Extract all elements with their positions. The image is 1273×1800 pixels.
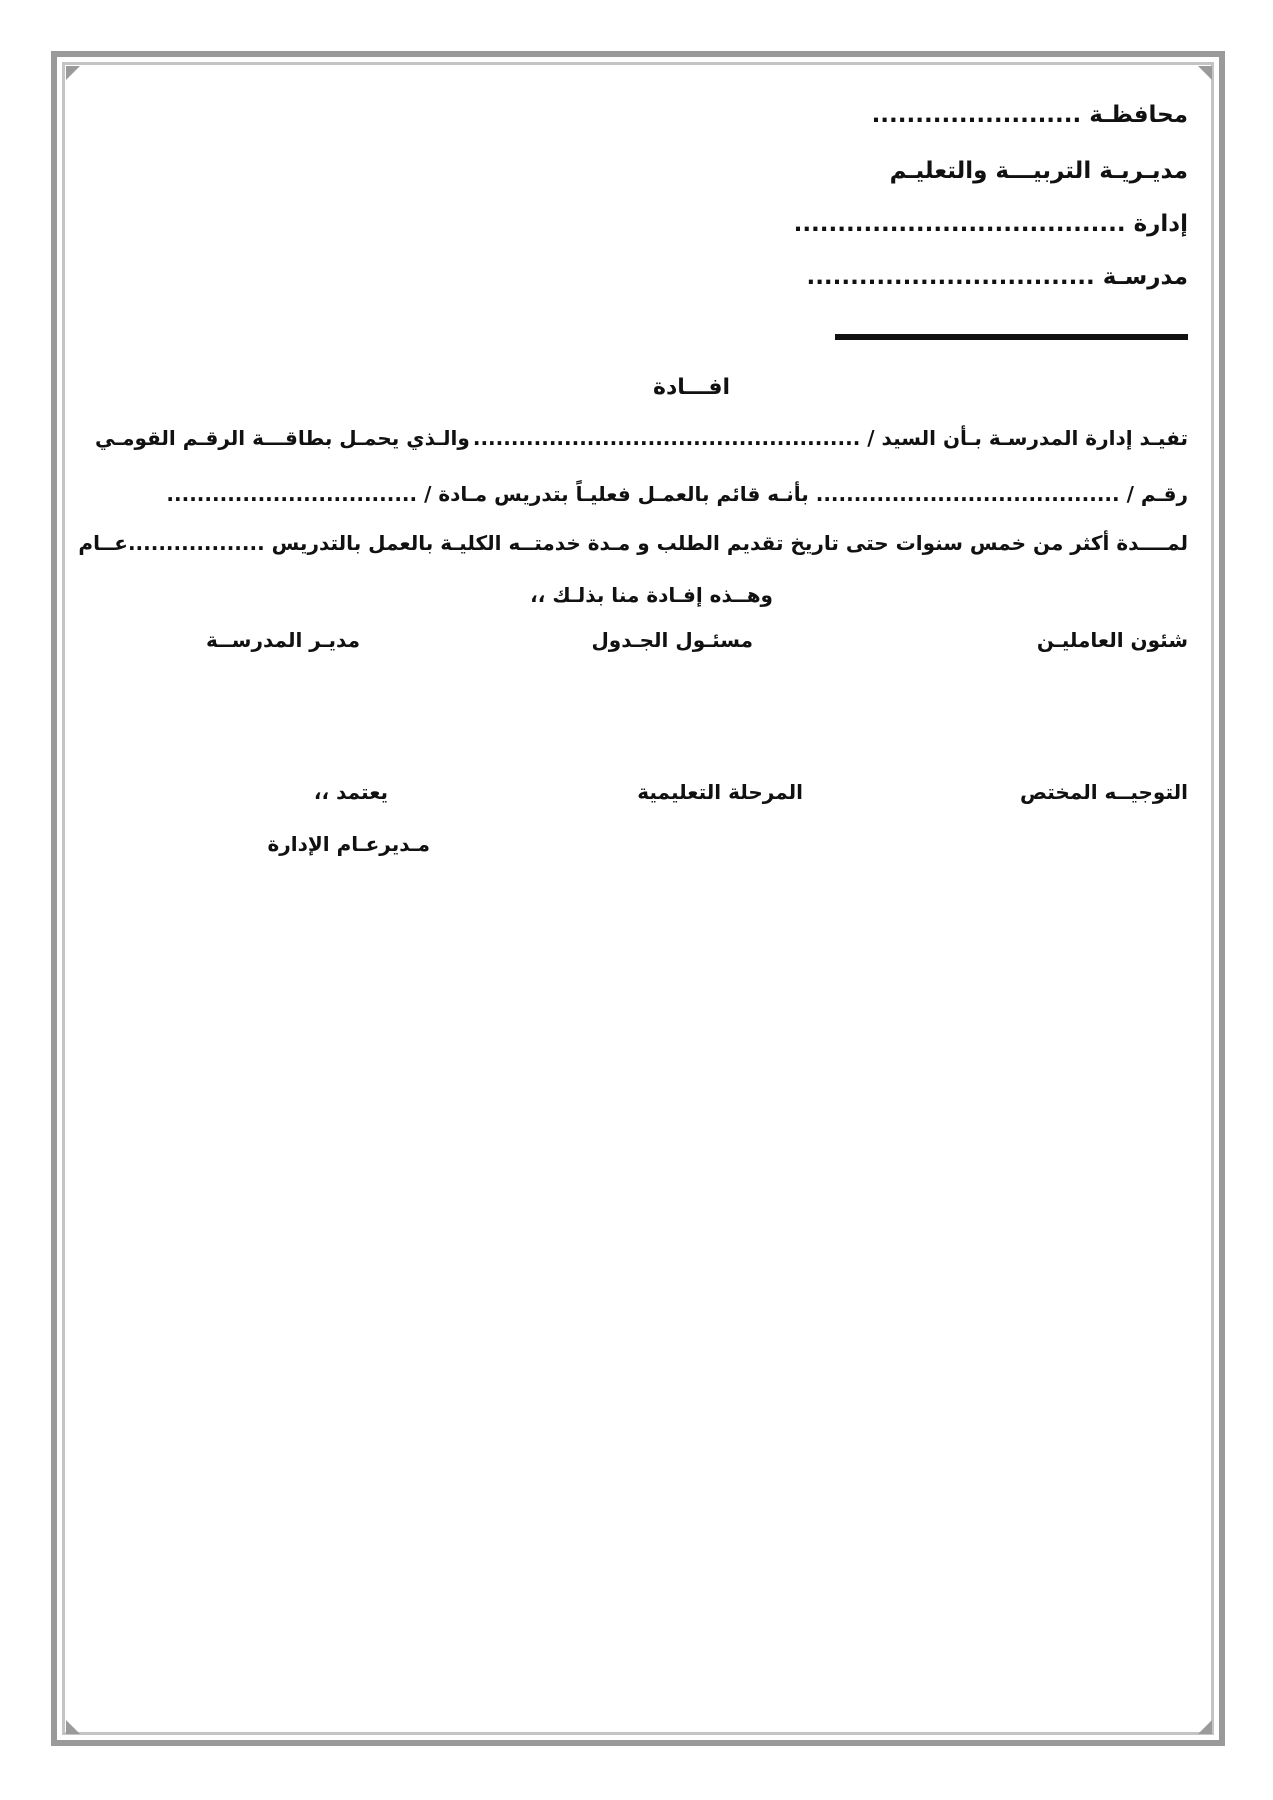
governorate-line: محافظـة ........................ <box>871 102 1188 128</box>
body-line-1-start: تفيـد إدارة المدرسـة بـأن السيد / ................................................... <box>472 426 1188 450</box>
approval-label: يعتمد ،، <box>313 780 388 804</box>
directorate-line: مديـريـة التربيـــة والتعليـم <box>889 158 1188 184</box>
signature-educational-stage: المرحلة التعليمية <box>637 780 803 804</box>
body-line-3-end: عــام <box>78 531 128 555</box>
document-title <box>0 375 1273 400</box>
school-line: مدرسـة ................................. <box>806 264 1188 290</box>
body-line-1-end: والـذي يحمـل بطاقـــة الرقـم القومـي <box>95 426 470 450</box>
signature-supervision: التوجيــه المختص <box>1019 780 1188 804</box>
body-line-3 <box>78 531 1188 555</box>
administration-line: إدارة ...................................... <box>793 211 1188 237</box>
signature-staff-affairs: شئون العامليـن <box>1036 628 1188 652</box>
body-line-2: رقـم / ........................................ بأنـه قائم بالعمـل فعليـاً بتدريس مـادة / ................................. <box>166 482 1188 506</box>
corner-ornament-bottom-right <box>1198 1720 1212 1734</box>
signature-schedule-officer: مسئـول الجـدول <box>591 628 753 652</box>
corner-ornament-top-left <box>66 66 80 80</box>
corner-ornament-bottom-left <box>66 1720 80 1734</box>
signature-school-principal: مديـر المدرســة <box>206 628 360 652</box>
body-line-3-start: لمــــدة أكثر من خمس سنوات حتى تاريخ تقديم الطلب و مـدة خدمتــه الكليـة بالعمل بالتدريس .................. <box>127 531 1188 555</box>
body-line-1 <box>95 428 1188 448</box>
document-title-text: افـــادة <box>652 375 731 400</box>
corner-ornament-top-right <box>1198 66 1212 80</box>
closing-line: وهــذه إفـادة منا بذلـك ،، <box>530 583 773 607</box>
header-divider <box>835 334 1188 340</box>
page-border-inner <box>62 62 1214 1735</box>
signature-general-manager: مـديرعـام الإدارة <box>267 832 430 856</box>
